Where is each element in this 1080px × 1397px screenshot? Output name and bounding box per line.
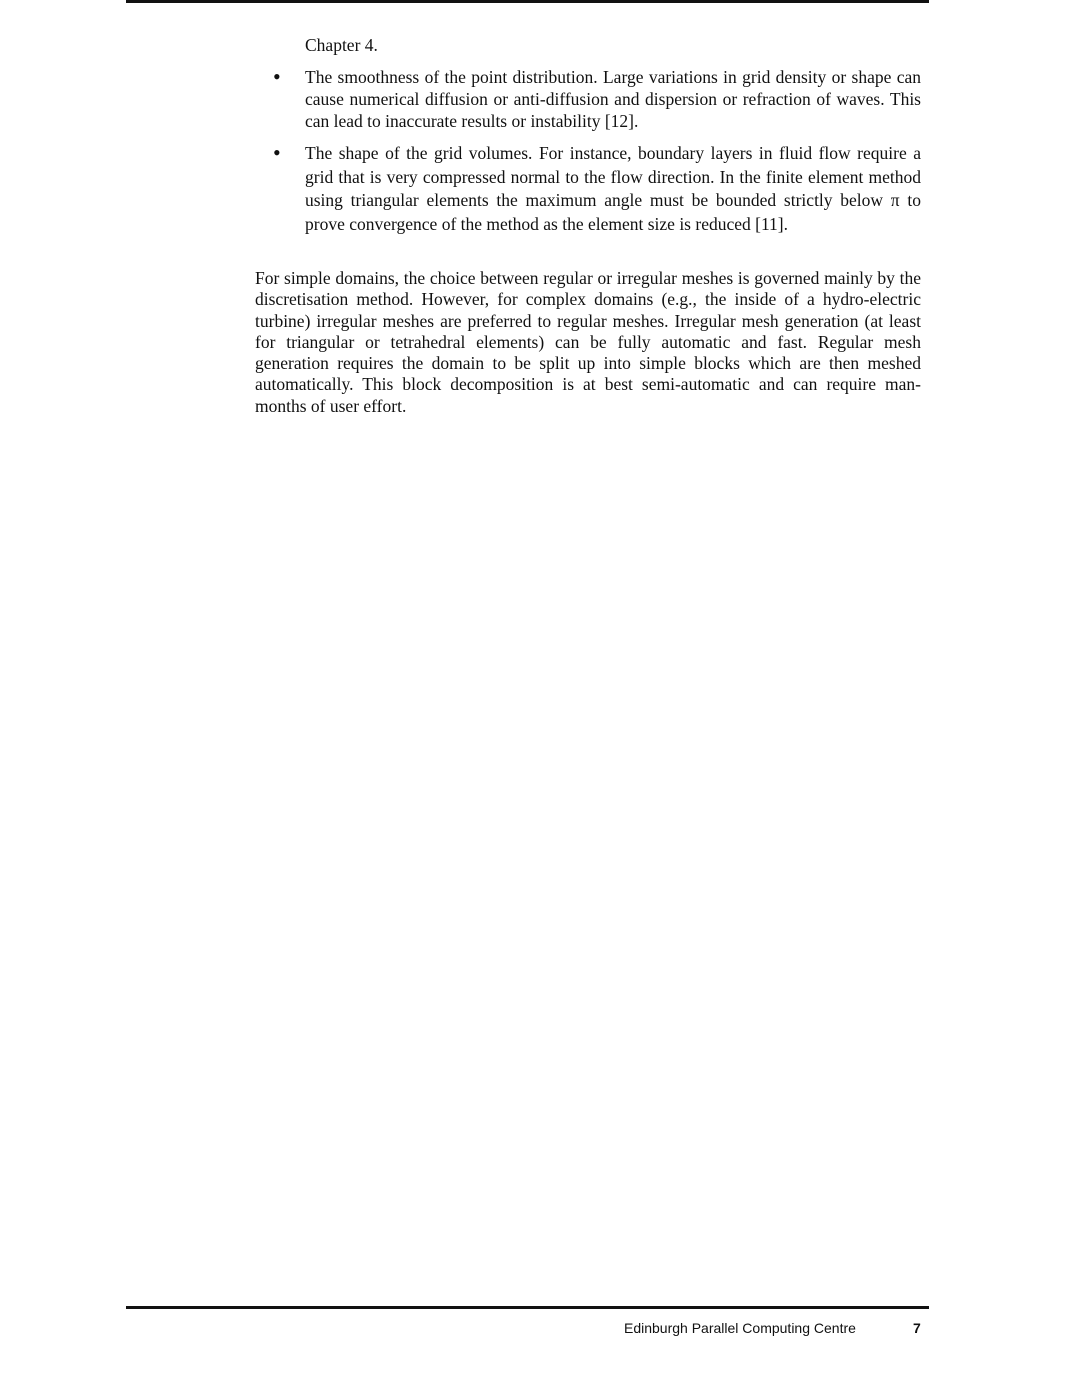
bullet-item-shape: [255, 142, 921, 236]
bullet-list: [255, 66, 921, 246]
footer-rule: [126, 1306, 929, 1309]
bullet-icon: •: [273, 64, 281, 89]
header-rule: [126, 0, 929, 3]
page-number: 7: [913, 1320, 921, 1336]
bullet-icon: •: [273, 140, 281, 165]
bullet-item-smoothness: [255, 66, 921, 132]
bullet-text: The shape of the grid volumes. For instance, boundary layers in fluid flow require a grid that is very compressed normal to the flow direction. In the finite element method using triangular elements the maximum angle must be bounded strictly below π to prove convergence of the method as the element size is reduced [11].: [305, 143, 921, 234]
footer-organization: Edinburgh Parallel Computing Centre: [624, 1320, 856, 1336]
continuation-text: Chapter 4.: [305, 35, 378, 55]
bullet-text: The smoothness of the point distribution. Large variations in grid density or shape can cause numerical diffusion or anti-diffusion and dispersion or refraction of waves. This can lead to inaccurate results or instability [12].: [305, 67, 921, 131]
body-paragraph: For simple domains, the choice between regular or irregular meshes is governed mainly by the discretisation method. However, for complex domains (e.g., the inside of a hydro-electric turbine) irregular meshes are preferred to regular meshes. Irregular mesh generation (at least for triangular or tetrahedral elements) can be fully automatic and fast. Regular mesh generation requires the domain to be split up into simple blocks which are then meshed automatically. This block decomposition is at best semi-automatic and can require man-months of user effort.: [255, 268, 921, 416]
